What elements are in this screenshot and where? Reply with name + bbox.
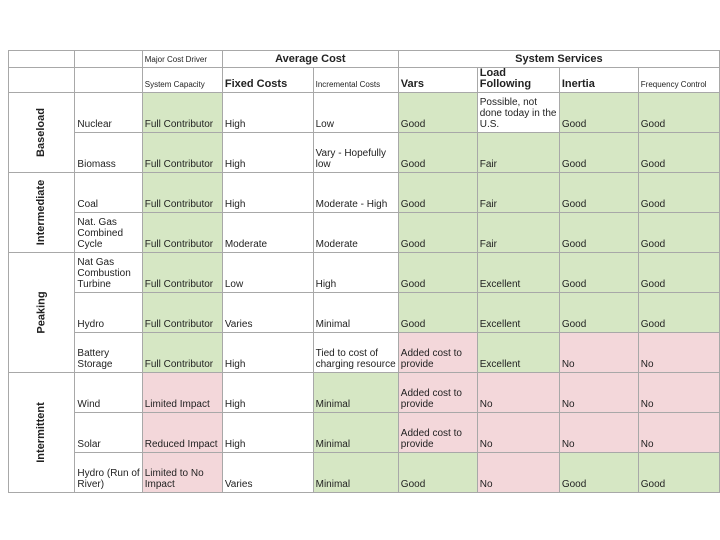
group-label-cell: [9, 173, 75, 253]
header-blank-cell: [9, 68, 75, 93]
group-label-cell: [9, 373, 75, 493]
incremental-costs-cell: Minimal: [313, 413, 398, 453]
resource-name: Hydro (Run of River): [75, 453, 142, 493]
inertia-cell: Good: [559, 133, 638, 173]
fixed-costs-cell: High: [222, 173, 313, 213]
vars-cell: Good: [398, 173, 477, 213]
incremental-costs-cell: Minimal: [313, 293, 398, 333]
system-capacity-cell: Full Contributor: [142, 253, 222, 293]
group-label-cell: [9, 253, 75, 373]
frequency-control-cell: Good: [638, 253, 719, 293]
frequency-control-cell: No: [638, 413, 719, 453]
inertia-cell: Good: [559, 213, 638, 253]
system-capacity-cell: Full Contributor: [142, 333, 222, 373]
group-label: Intermediate: [35, 179, 48, 246]
vars-cell: Added cost to provide: [398, 413, 477, 453]
resource-name: Coal: [75, 173, 142, 213]
incremental-costs-cell: Tied to cost of charging resource: [313, 333, 398, 373]
table-row: [9, 213, 720, 253]
resource-name: Hydro: [75, 293, 142, 333]
fixed-costs-cell: Low: [222, 253, 313, 293]
system-services-header: System Services: [398, 51, 719, 68]
column-header-frequency-control: Frequency Control: [638, 68, 719, 93]
inertia-cell: Good: [559, 293, 638, 333]
load-following-cell: Fair: [477, 213, 559, 253]
average-cost-header: Average Cost: [222, 51, 398, 68]
inertia-cell: Good: [559, 453, 638, 493]
table-row: [9, 133, 720, 173]
vars-cell: Added cost to provide: [398, 333, 477, 373]
system-capacity-cell: Limited Impact: [142, 373, 222, 413]
system-capacity-cell: Limited to No Impact: [142, 453, 222, 493]
incremental-costs-cell: Low: [313, 93, 398, 133]
group-label: Intermittent: [35, 402, 48, 463]
group-label-cell: [9, 93, 75, 173]
table-row: [9, 293, 720, 333]
load-following-cell: No: [477, 453, 559, 493]
fixed-costs-cell: Moderate: [222, 213, 313, 253]
inertia-cell: Good: [559, 93, 638, 133]
header-row-columns: [9, 68, 720, 93]
frequency-control-cell: No: [638, 373, 719, 413]
system-capacity-cell: Full Contributor: [142, 173, 222, 213]
frequency-control-cell: Good: [638, 293, 719, 333]
column-header-system-capacity: System Capacity: [142, 68, 222, 93]
major-cost-driver-header: Major Cost Driver: [142, 51, 222, 68]
inertia-cell: No: [559, 373, 638, 413]
load-following-cell: Fair: [477, 173, 559, 213]
system-capacity-cell: Full Contributor: [142, 293, 222, 333]
resource-name: Battery Storage: [75, 333, 142, 373]
frequency-control-cell: Good: [638, 213, 719, 253]
vars-cell: Good: [398, 213, 477, 253]
system-capacity-cell: Full Contributor: [142, 133, 222, 173]
vars-cell: Good: [398, 133, 477, 173]
table-row: [9, 453, 720, 493]
vars-cell: Added cost to provide: [398, 373, 477, 413]
column-header-inertia: Inertia: [559, 68, 638, 93]
load-following-cell: Excellent: [477, 333, 559, 373]
resource-name: Biomass: [75, 133, 142, 173]
vars-cell: Good: [398, 93, 477, 133]
inertia-cell: No: [559, 413, 638, 453]
fixed-costs-cell: High: [222, 93, 313, 133]
load-following-cell: No: [477, 373, 559, 413]
header-blank-cell: [75, 51, 142, 68]
header-blank-cell: [9, 51, 75, 68]
table-row: [9, 333, 720, 373]
frequency-control-cell: Good: [638, 173, 719, 213]
group-label: Baseload: [35, 108, 48, 157]
system-capacity-cell: Reduced Impact: [142, 413, 222, 453]
frequency-control-cell: Good: [638, 453, 719, 493]
cost-services-table: [8, 50, 720, 493]
system-capacity-cell: Full Contributor: [142, 93, 222, 133]
column-header-incremental-costs: Incremental Costs: [313, 68, 398, 93]
fixed-costs-cell: High: [222, 373, 313, 413]
header-blank-cell: [75, 68, 142, 93]
table-row: [9, 93, 720, 133]
resource-name: Wind: [75, 373, 142, 413]
fixed-costs-cell: High: [222, 133, 313, 173]
load-following-cell: No: [477, 413, 559, 453]
vars-cell: Good: [398, 293, 477, 333]
fixed-costs-cell: Varies: [222, 453, 313, 493]
frequency-control-cell: Good: [638, 133, 719, 173]
incremental-costs-cell: Minimal: [313, 373, 398, 413]
incremental-costs-cell: High: [313, 253, 398, 293]
incremental-costs-cell: Minimal: [313, 453, 398, 493]
frequency-control-cell: No: [638, 333, 719, 373]
fixed-costs-cell: Varies: [222, 293, 313, 333]
fixed-costs-cell: High: [222, 333, 313, 373]
inertia-cell: Good: [559, 253, 638, 293]
fixed-costs-cell: High: [222, 413, 313, 453]
vars-cell: Good: [398, 253, 477, 293]
frequency-control-cell: Good: [638, 93, 719, 133]
vars-cell: Good: [398, 453, 477, 493]
resource-name: Nuclear: [75, 93, 142, 133]
resource-name: Solar: [75, 413, 142, 453]
load-following-cell: Excellent: [477, 293, 559, 333]
table-row: [9, 373, 720, 413]
column-header-vars: Vars: [398, 68, 477, 93]
load-following-cell: Fair: [477, 133, 559, 173]
table-row: [9, 413, 720, 453]
load-following-cell: Excellent: [477, 253, 559, 293]
incremental-costs-cell: Moderate - High: [313, 173, 398, 213]
header-row-top: [9, 51, 720, 68]
system-capacity-cell: Full Contributor: [142, 213, 222, 253]
resource-name: Nat. Gas Combined Cycle: [75, 213, 142, 253]
incremental-costs-cell: Vary - Hopefully low: [313, 133, 398, 173]
column-header-load-following: Load Following: [477, 68, 559, 93]
load-following-cell: Possible, not done today in the U.S.: [477, 93, 559, 133]
table-row: [9, 173, 720, 213]
resource-name: Nat Gas Combustion Turbine: [75, 253, 142, 293]
table-row: [9, 253, 720, 293]
column-header-fixed-costs: Fixed Costs: [222, 68, 313, 93]
inertia-cell: No: [559, 333, 638, 373]
group-label: Peaking: [35, 291, 48, 334]
inertia-cell: Good: [559, 173, 638, 213]
incremental-costs-cell: Moderate: [313, 213, 398, 253]
